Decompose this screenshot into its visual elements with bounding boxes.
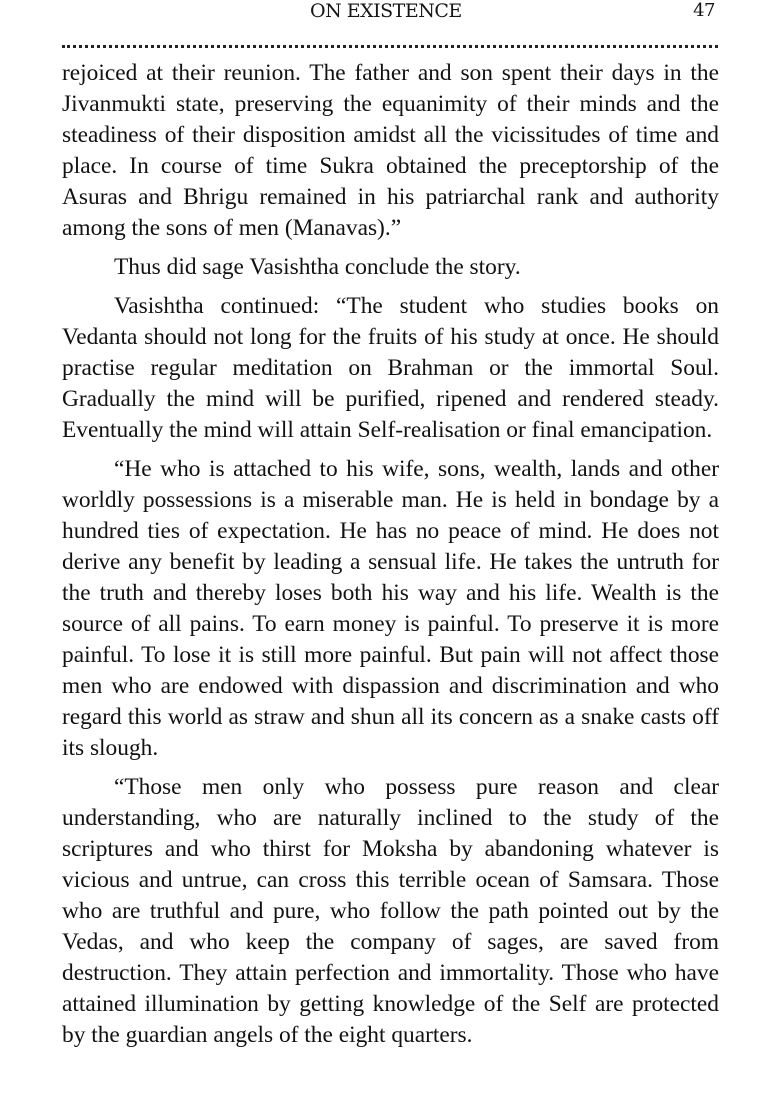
page-number: 47 [693, 0, 715, 21]
body-text [62, 58, 719, 1051]
paragraph: “He who is attached to his wife, sons, wealth, lands and other worldly possessions is a miserable man. He is held in bondage by a hundred ties of expectation. He has no peace of mind. He does not derive any benefit by leading a sensual life. He takes the untruth for the truth and thereby loses both his way and his life. Wealth is the source of all pains. To earn money is painful. To preserve it is more painful. To lose it is still more painful. But pain will not affect those men who are endowed with dispassion and discrimination and who regard this world as straw and shun all its concern as a snake casts off its slough. [62, 456, 719, 761]
paragraph: Thus did sage Vasishtha conclude the story. [114, 254, 521, 280]
running-head [62, 0, 719, 26]
paragraph-continued: rejoiced at their reunion. The father and son spent their days in the Jivanmukti state, preserving the equanimity of their minds and the steadiness of their disposition amidst all the vicissitudes of time and place. In course of time Sukra obtained the preceptorship of the Asuras and Bhrigu remained in his patriarchal rank and authority among the sons of men (Manavas).” [62, 60, 719, 241]
paragraph: Vasishtha continued: “The student who studies books on Vedanta should not long for the fruits of his study at once. He should practise regular meditation on Brahman or the immortal Soul. Gradually the mind will be purified, ripened and rendered steady. Eventually the mind will attain Self-realisation or final emancipation. [62, 293, 719, 443]
book-page [62, 0, 719, 1048]
paragraph: “Those men only who possess pure reason and clear understanding, who are naturally inclined to the study of the scriptures and who thirst for Moksha by abandoning whatever is vicious and untrue, can cross this terrible ocean of Samsara. Those who are truthful and pure, who follow the path pointed out by the Vedas, and who keep the company of sages, are saved from destruction. They attain perfection and immortality. Those who have attained illumination by getting knowledge of the Self are protected by the guardian angels of the eight quarters. [62, 774, 719, 1048]
dotted-rule-divider [62, 45, 718, 48]
chapter-title: ON EXISTENCE [310, 0, 462, 22]
